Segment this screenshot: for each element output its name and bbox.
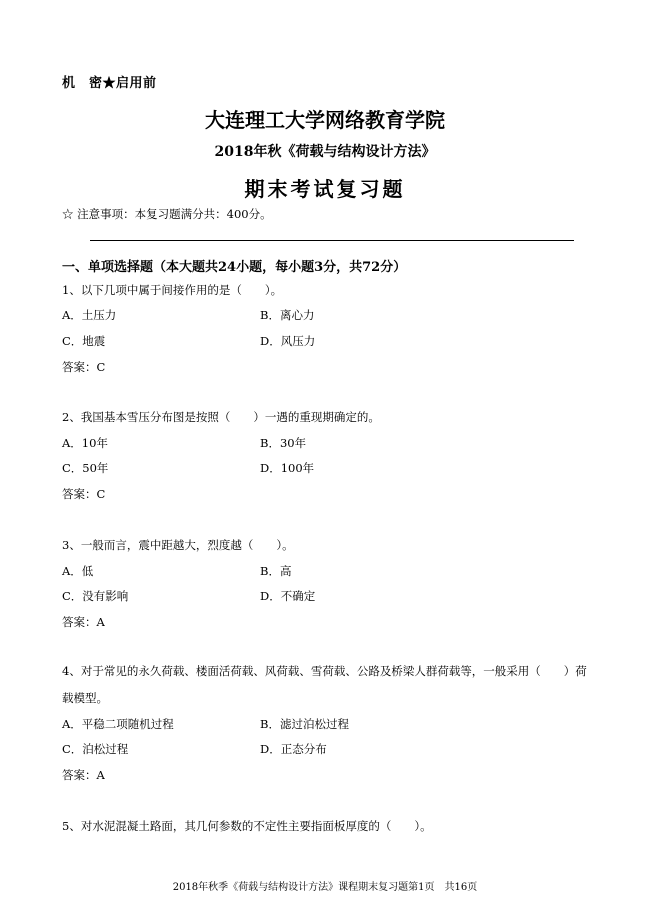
question-stem: 5、对水泥混凝土路面，其几何参数的不定性主要指面板厚度的（ ）。 bbox=[62, 819, 432, 833]
notice-text: ☆ 注意事项：本复习题满分共：400分。 bbox=[62, 207, 272, 221]
section-title: 一、单项选择题（本大题共24小题，每小题3分，共72分） bbox=[62, 260, 407, 275]
question-stem: 1、以下几项中属于间接作用的是（ ）。 bbox=[62, 283, 283, 297]
answer: 答案：C bbox=[62, 360, 106, 374]
question-stem: 4、对于常见的永久荷载、楼面活荷载、风荷载、雪荷载、公路及桥梁人群荷载等，一般采用（ ）荷载模型。 bbox=[62, 664, 587, 705]
option-b: B．离心力 bbox=[260, 308, 315, 322]
option-c: C．50年 bbox=[62, 461, 109, 475]
option-b: B．滤过泊松过程 bbox=[260, 717, 349, 731]
option-a: A．土压力 bbox=[62, 308, 117, 322]
option-d: D．不确定 bbox=[260, 589, 316, 603]
option-c: C．没有影响 bbox=[62, 589, 129, 603]
option-a: A．低 bbox=[62, 564, 94, 578]
option-b: B．高 bbox=[260, 564, 292, 578]
option-d: D．风压力 bbox=[260, 334, 316, 348]
school-title: 大连理工大学网络教育学院 bbox=[205, 108, 445, 132]
option-d: D．100年 bbox=[260, 461, 315, 475]
page-footer: 2018年秋季《荷载与结构设计方法》课程期末复习题第1页 共16页 bbox=[172, 882, 478, 893]
option-c: C．泊松过程 bbox=[62, 742, 129, 756]
answer: 答案：A bbox=[62, 615, 105, 629]
option-c: C．地震 bbox=[62, 334, 106, 348]
option-a: A．10年 bbox=[62, 436, 108, 450]
option-b: B．30年 bbox=[260, 436, 307, 450]
option-a: A．平稳二项随机过程 bbox=[62, 717, 174, 731]
answer: 答案：A bbox=[62, 768, 105, 782]
option-d: D．正态分布 bbox=[260, 742, 327, 756]
course-title: 2018年秋《荷载与结构设计方法》 bbox=[214, 144, 436, 160]
question-stem: 3、一般而言，震中距越大，烈度越（ ）。 bbox=[62, 538, 294, 552]
question-stem: 2、我国基本雪压分布图是按照（ ）一遇的重现期确定的。 bbox=[62, 410, 380, 424]
confidential-label: 机 密★启用前 bbox=[62, 76, 157, 91]
divider bbox=[90, 240, 574, 241]
answer: 答案：C bbox=[62, 487, 106, 501]
exam-title: 期末考试复习题 bbox=[244, 177, 406, 201]
